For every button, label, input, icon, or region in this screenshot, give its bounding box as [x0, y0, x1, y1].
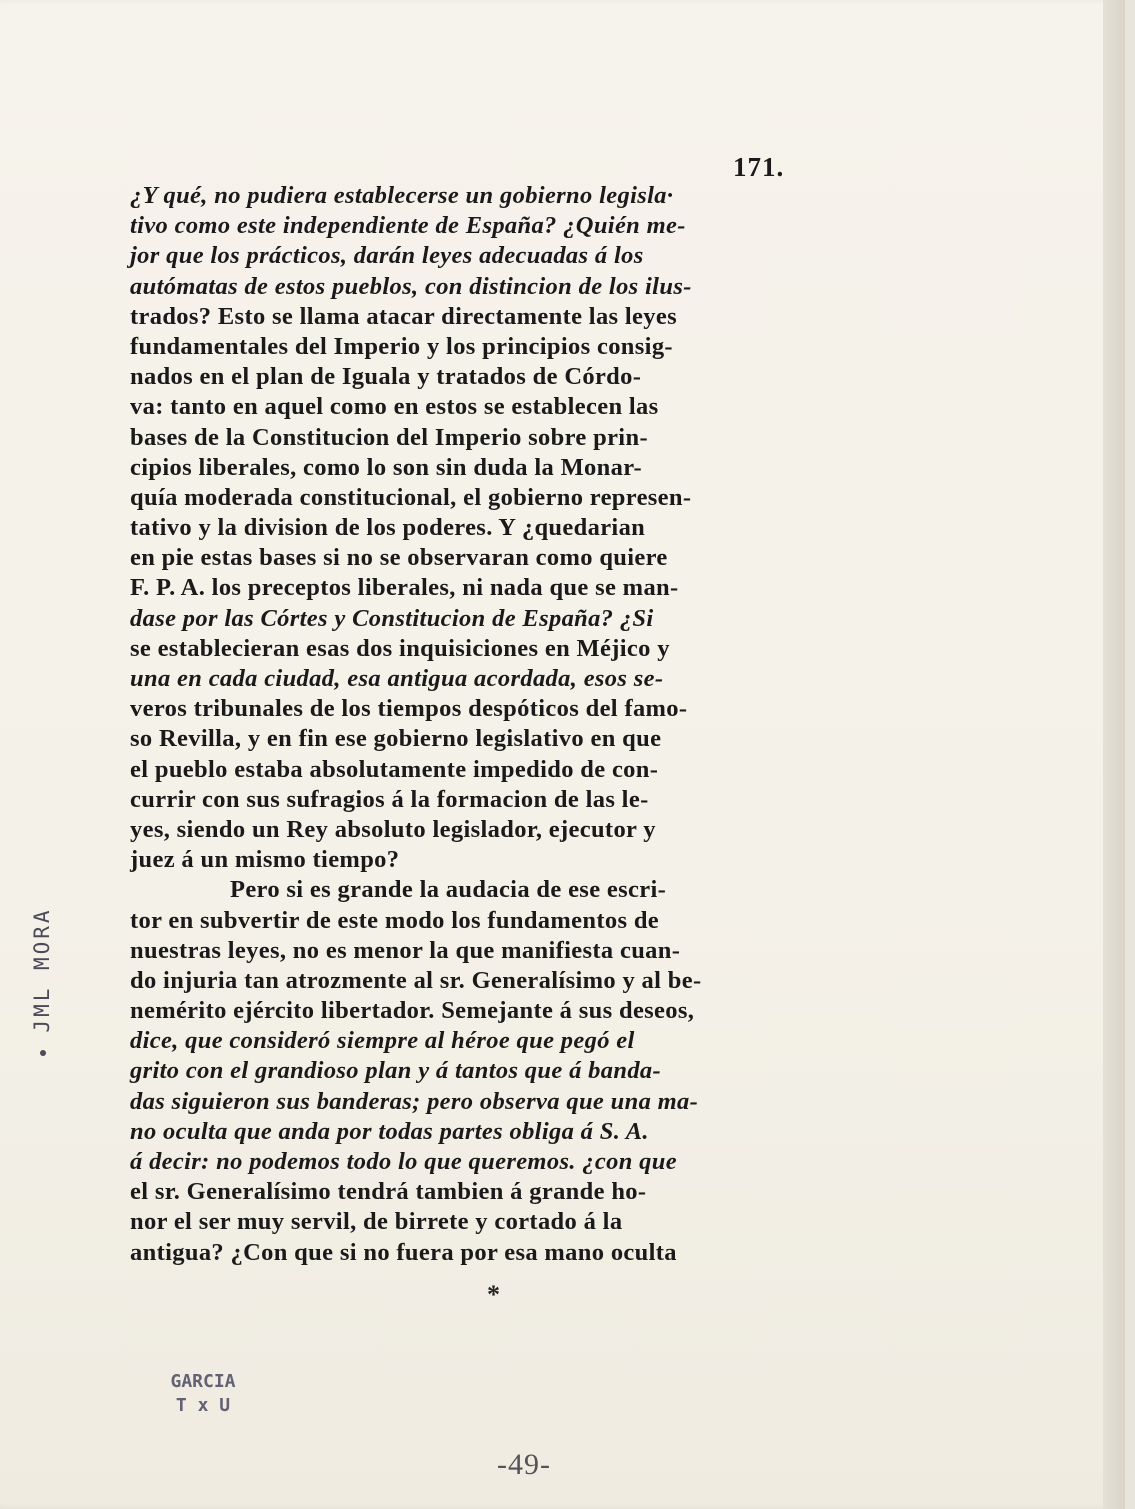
collector-stamp-text: JML MORA: [30, 907, 54, 1033]
page-number: 171.: [733, 152, 785, 182]
text-line: tor en subvertir de este modo los fundamentos de: [130, 906, 660, 934]
text-line-content: Pero si es grande la audacia de ese escri-: [230, 876, 667, 904]
text-line: el pueblo estaba absolutamente impedido de con-: [130, 755, 659, 783]
text-line: nor el ser muy servil, de birrete y cortado á la: [130, 1208, 623, 1236]
text-line: autómatas de estos pueblos, con distincion de los ilus-: [130, 272, 692, 300]
library-stamp: [148, 1370, 258, 1418]
library-stamp-line2: T x U: [175, 1395, 231, 1416]
text-line: una en cada ciudad, esa antigua acordada, esos se-: [130, 665, 664, 692]
text-line: ¿Y qué, no pudiera establecerse un gobierno legisla·: [130, 182, 674, 209]
text-line: tivo como este independiente de España? ¿Quién me-: [130, 212, 686, 240]
text-line: el sr. Generalísimo tendrá tambien á grande ho-: [130, 1178, 647, 1206]
text-line: das siguieron sus banderas; pero observa que una ma-: [130, 1087, 699, 1115]
text-line: cipios liberales, como lo son sin duda la Monar-: [130, 453, 643, 481]
text-line: en pie estas bases si no se observaran como quiere: [130, 544, 668, 572]
text-line: jor que los prácticos, darán leyes adecuadas á los: [130, 242, 644, 270]
library-stamp-line1: GARCIA: [170, 1371, 236, 1392]
text-line: no oculta que anda por todas partes obliga á S. A.: [130, 1117, 649, 1145]
text-line: dice, que consideró siempre al héroe que pegó el: [130, 1027, 635, 1055]
text-line: grito con el grandioso plan y á tantos que á banda-: [130, 1057, 662, 1085]
text-line: so Revilla, y en fin ese gobierno legislativo en que: [130, 725, 662, 753]
signature-mark: *: [487, 1280, 500, 1309]
text-line: antigua? ¿Con que si no fuera por esa mano oculta: [130, 1238, 677, 1266]
text-line: veros tribunales de los tiempos despóticos del famo-: [130, 695, 688, 723]
text-line: fundamentales del Imperio y los principios consig-: [130, 332, 673, 360]
text-line: trados? Esto se llama atacar directamente las leyes: [130, 302, 677, 330]
text-line: á decir: no podemos todo lo que queremos. ¿con que: [130, 1148, 677, 1175]
text-line: do injuria tan atrozmente al sr. Generalísimo y al be-: [130, 966, 702, 994]
text-line: nemérito ejército libertador. Semejante á sus deseos,: [130, 997, 695, 1025]
stamp-dot: [40, 1050, 46, 1056]
folio-number: -49-: [497, 1448, 551, 1481]
text-line: nuestras leyes, no es menor la que manifiesta cuan-: [130, 936, 681, 964]
text-line: F. P. A. los preceptos liberales, ni nada que se man-: [130, 574, 679, 602]
page-edge: [1103, 0, 1125, 1509]
text-line: yes, siendo un Rey absoluto legislador, ejecutor y: [130, 815, 656, 843]
text-line: quía moderada constitucional, el gobierno represen-: [130, 483, 692, 511]
text-line: se establecieran esas dos inquisiciones en Méjico y: [130, 634, 670, 662]
text-line: tativo y la division de los poderes. Y ¿quedarian: [130, 514, 646, 542]
text-line: bases de la Constitucion del Imperio sobre prin-: [130, 423, 648, 451]
text-line: dase por las Córtes y Constitucion de España? ¿Si: [130, 604, 654, 632]
text-line: nados en el plan de Iguala y tratados de Córdo-: [130, 363, 642, 391]
text-line: juez á un mismo tiempo?: [130, 846, 400, 874]
body-text: [130, 181, 830, 1268]
collector-stamp: [22, 880, 62, 1060]
text-line: va: tanto en aquel como en estos se establecen las: [130, 393, 659, 421]
text-line-indented: [130, 875, 830, 905]
text-line: currir con sus sufragios á la formacion de las le-: [130, 785, 649, 813]
